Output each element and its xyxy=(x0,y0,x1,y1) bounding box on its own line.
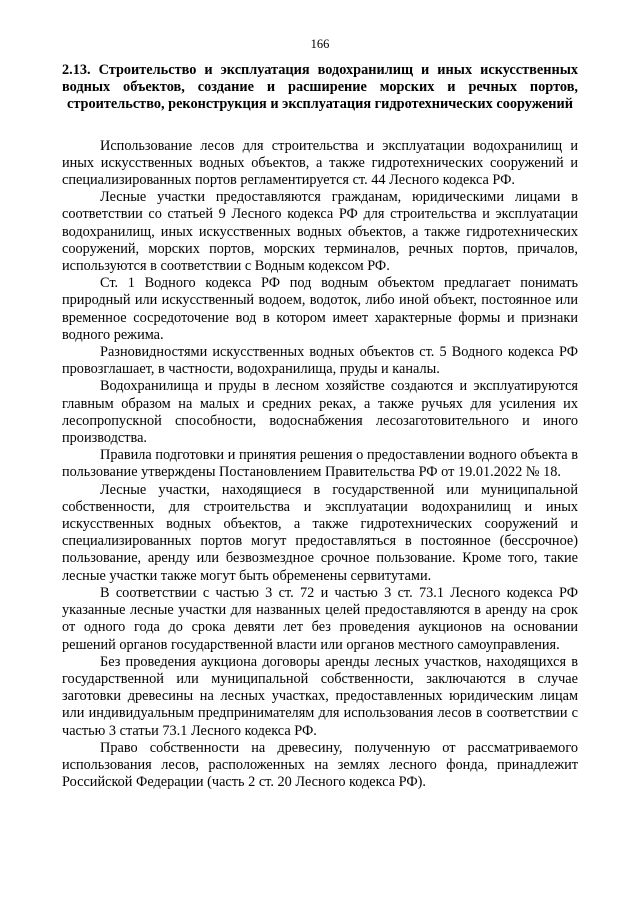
paragraph: Лесные участки предоставляются гражданам, юридическими лицами в соответствии со статьей 9 Лесного кодекса РФ для строительства и эксплуатации водохранилищ, иных искусственных водных объектов, а также гидротехнических сооружений, морских портов, морских терминалов, речных портов, причалов, используются в соответствии с Водным кодексом РФ. xyxy=(62,189,578,275)
body-text xyxy=(62,138,578,792)
section-title: 2.13. Строительство и эксплуатация водохранилищ и иных искусственных водных объектов, создание и расширение морских и речных портов, строительство, реконструкция и эксплуатация гидротехнических сооружений xyxy=(62,62,578,113)
paragraph: Разновидностями искусственных водных объектов ст. 5 Водного кодекса РФ провозглашает, в частности, водохранилища, пруды и каналы. xyxy=(62,344,578,378)
paragraph: В соответствии с частью 3 ст. 72 и частью 3 ст. 73.1 Лесного кодекса РФ указанные лесные участки для названных целей предоставляются в аренду на срок от одного года до срока девяти лет без проведения аукционов на основании решений органов государственной власти или органов местного самоуправления. xyxy=(62,584,578,653)
paragraph: Водохранилища и пруды в лесном хозяйстве создаются и эксплуатируются главным образом на малых и средних реках, а также ручьях для усиления их лесопропускной способности, водоснабжения лесозаготовительного и иного производства. xyxy=(62,378,578,447)
page-number: 166 xyxy=(310,37,330,51)
paragraph: Без проведения аукциона договоры аренды лесных участков, находящихся в государственной или муниципальной собственности, заключаются в случае заготовки древесины на лесных участках, предоставленных юридическим лицам или индивидуальным предпринимателям для использования лесов в соответствии с частью 3 статьи 73.1 Лесного кодекса РФ. xyxy=(62,653,578,739)
paragraph: Правила подготовки и принятия решения о предоставлении водного объекта в пользование утверждены Постановлением Правительства РФ от 19.01.2022 № 18. xyxy=(62,447,578,481)
document-page xyxy=(62,0,578,791)
paragraph: Лесные участки, находящиеся в государственной или муниципальной собственности, для строительства и эксплуатации водохранилищ и иных искусственных водных объектов, а также гидротехнических сооружений и специализированных портов могут предоставляться в постоянное (бессрочное) пользование, аренду или безвозмездное срочное пользование. Кроме того, такие лесные участки также могут быть обременены сервитутами. xyxy=(62,481,578,584)
paragraph: Право собственности на древесину, полученную от рассматриваемого использования лесов, расположенных на землях лесного фонда, принадлежит Российской Федерации (часть 2 ст. 20 Лесного кодекса РФ). xyxy=(62,739,578,791)
paragraph: Использование лесов для строительства и эксплуатации водохранилищ и иных искусственных водных объектов, а также гидротехнических сооружений и специализированных портов регламентируется ст. 44 Лесного кодекса РФ. xyxy=(62,137,578,189)
paragraph: Ст. 1 Водного кодекса РФ под водным объектом предлагает понимать природный или искусственный водоем, водоток, либо иной объект, постоянное или временное сосредоточение вод в котором имеет характерные формы и признаки водного режима. xyxy=(62,275,578,343)
